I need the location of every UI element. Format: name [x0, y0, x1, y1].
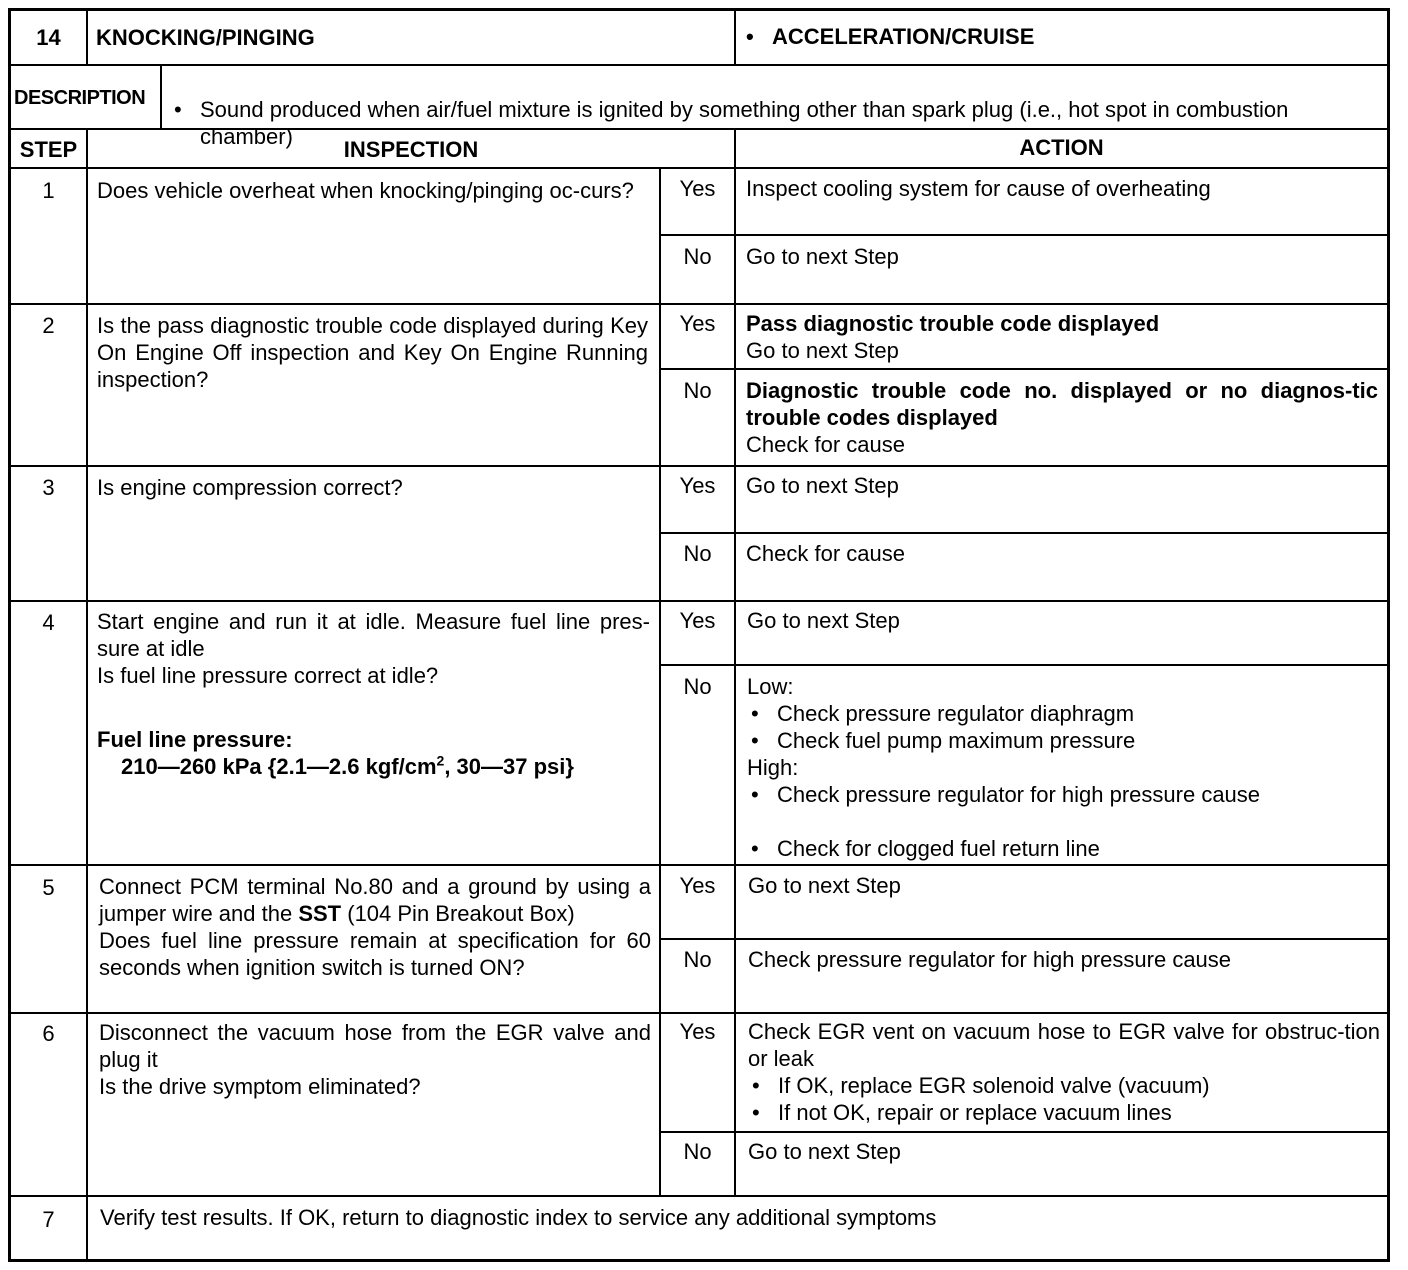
- step-inspection-line1: Connect PCM terminal No.80 and a ground by using a jumper wire and the SST (104 Pin Breakout Box): [99, 874, 651, 926]
- yes-label: Yes: [679, 873, 716, 898]
- no-action-text: Check for cause: [746, 432, 905, 457]
- yes-label: Yes: [679, 473, 716, 498]
- yes-label: Yes: [679, 176, 716, 201]
- step6-bottom: [8, 1195, 1390, 1197]
- no-action: Check pressure regulator for high pressure cause: [748, 947, 1232, 972]
- step-inspection: Does vehicle overheat when knocking/pinging oc-curs?: [97, 178, 634, 203]
- description-text: Sound produced when air/fuel mixture is ignited by something other than spark plug (i.e., hot spot in combustion chamber): [200, 97, 1289, 149]
- step-inspection-line1: Start engine and run it at idle. Measure fuel line pres-sure at idle: [97, 609, 650, 661]
- border-bottom: [8, 1259, 1390, 1262]
- no-action: [746, 377, 1378, 458]
- no-label: No: [683, 1139, 712, 1164]
- step-inspection: Is engine compression correct?: [97, 475, 403, 500]
- step-number: 3: [42, 475, 55, 500]
- list-item: • Check pressure regulator diaphragm: [747, 700, 1377, 727]
- symptom-condition-text: ACCELERATION/CRUISE: [772, 24, 1035, 49]
- no-action-heading: Diagnostic trouble code no. displayed or no diagnos-tic trouble codes displayed: [746, 378, 1378, 430]
- spec-value: 210—260 kPa {2.1—2.6 kgf/$cm^2$, 30—37 psi}: [121, 752, 574, 779]
- col-divider-action: [734, 128, 736, 1197]
- step1-yesno-divider: [659, 234, 1390, 236]
- step4-bottom: [8, 864, 1390, 866]
- yes-label: Yes: [679, 608, 716, 633]
- no-label: No: [683, 947, 712, 972]
- description-label: DESCRIPTION: [14, 87, 146, 109]
- step3-yesno-divider: [659, 532, 1390, 534]
- step-number: 5: [42, 875, 55, 900]
- list-item: • Check pressure regulator for high pressure cause: [747, 781, 1377, 808]
- column-header-action: ACTION: [1019, 135, 1104, 160]
- step3-bottom: [8, 600, 1390, 602]
- yes-label: Yes: [679, 311, 716, 336]
- no-label: No: [683, 244, 712, 269]
- step-inspection: Is the pass diagnostic trouble code displayed during Key On Engine Off inspection and Key On Engine Running inspection?: [97, 313, 648, 392]
- high-label: High:: [747, 755, 799, 780]
- step-inspection-line2: Is the drive symptom eliminated?: [99, 1074, 421, 1099]
- symptom-number: 14: [36, 25, 61, 50]
- yes-action: Go to next Step: [746, 473, 899, 498]
- step-inspection-line1: Disconnect the vacuum hose from the EGR valve and plug it: [99, 1020, 651, 1072]
- no-action: Check for cause: [746, 541, 905, 566]
- yes-action: Inspect cooling system for cause of overheating: [746, 176, 1211, 201]
- yes-action: [746, 310, 1376, 364]
- no-action: Go to next Step: [748, 1139, 901, 1164]
- columns-bottom: [8, 167, 1390, 169]
- no-label: No: [683, 541, 712, 566]
- yes-action-heading: Pass diagnostic trouble code displayed: [746, 311, 1160, 336]
- step1-bottom: [8, 303, 1390, 305]
- list-item: • If not OK, repair or replace vacuum lines: [748, 1099, 1380, 1126]
- header-bottom: [8, 64, 1390, 66]
- step5-yesno-divider: [659, 938, 1390, 940]
- border-top: [8, 8, 1390, 11]
- header-divider-number: [86, 8, 88, 65]
- step-inspection: [99, 1019, 651, 1100]
- step-inspection: [97, 608, 650, 780]
- step4-yesno-divider: [659, 664, 1390, 666]
- yes-action-text: Go to next Step: [746, 338, 899, 363]
- border-right: [1387, 8, 1390, 1262]
- column-header-inspection: INSPECTION: [343, 137, 479, 162]
- no-label: No: [683, 674, 712, 699]
- yes-action: Go to next Step: [747, 608, 900, 633]
- step-inspection: [99, 873, 651, 981]
- yes-action: [748, 1018, 1380, 1126]
- yes-action-text: Check EGR vent on vacuum hose to EGR valve for obstruc-tion or leak: [748, 1019, 1380, 1071]
- low-label: Low:: [747, 674, 794, 699]
- col-divider-step: [86, 128, 88, 1262]
- step-number: 2: [42, 313, 55, 338]
- list-item: • If OK, replace EGR solenoid valve (vacuum): [748, 1072, 1380, 1099]
- step2-bottom: [8, 465, 1390, 467]
- no-action: Go to next Step: [746, 244, 899, 269]
- step-number: 7: [42, 1207, 55, 1232]
- step6-yesno-divider: [659, 1131, 1390, 1133]
- column-header-step: STEP: [19, 137, 78, 162]
- step-inspection-line2: Does fuel line pressure remain at specification for 60 seconds when ignition switch is turned ON?: [99, 928, 651, 980]
- yes-label: Yes: [679, 1019, 716, 1044]
- step-number: 4: [42, 610, 55, 635]
- spec-label: Fuel line pressure:: [97, 727, 293, 752]
- step-number: 6: [42, 1021, 55, 1046]
- step-number: 1: [42, 178, 55, 203]
- yes-action: Go to next Step: [748, 873, 901, 898]
- step2-yesno-divider: [659, 368, 1390, 370]
- no-label: No: [683, 378, 712, 403]
- step-inspection-line2: Is fuel line pressure correct at idle?: [97, 663, 439, 688]
- list-item: • Check for clogged fuel return line: [747, 835, 1377, 862]
- list-item: • Check fuel pump maximum pressure: [747, 727, 1377, 754]
- step-final-instruction: Verify test results. If OK, return to diagnostic index to service any additional symptoms: [100, 1205, 937, 1230]
- step5-bottom: [8, 1012, 1390, 1014]
- header-divider-condition: [734, 8, 736, 65]
- no-action: [747, 673, 1377, 862]
- symptom-condition: [742, 23, 1372, 50]
- symptom-title: KNOCKING/PINGING: [96, 25, 315, 50]
